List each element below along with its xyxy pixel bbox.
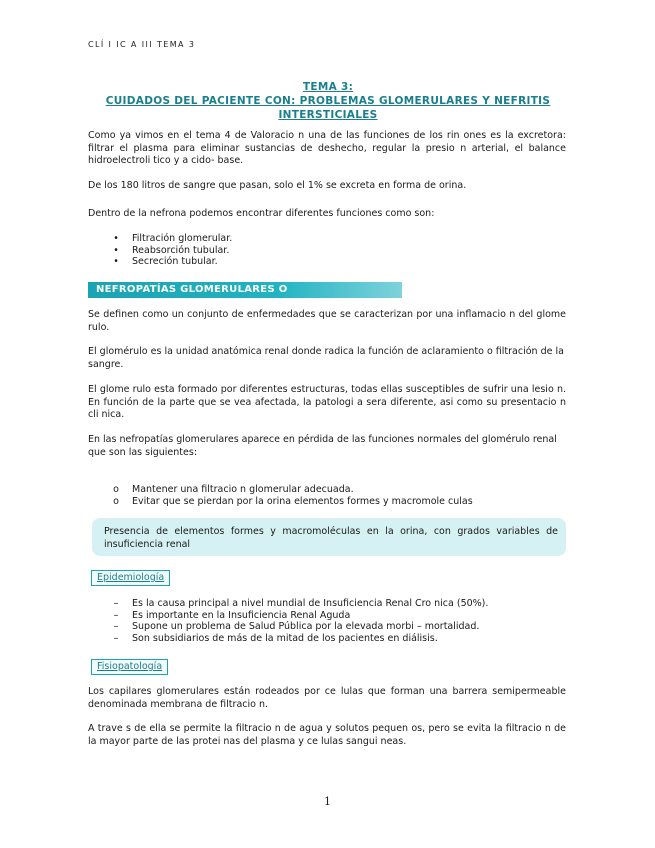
- dash-bullet-icon: –: [113, 609, 119, 621]
- bullet-icon: •: [113, 256, 119, 267]
- physiopathology-paragraph-2: A trave s de ella se permite la filtracio n de agua y solutos pequen os, pero se evita la filtracio n de la mayor parte de las protei nas del plasma y ce lulas sangui neas.: [88, 723, 566, 747]
- list-item: – Supone un problema de Salud Pública por la elevada morbi – mortalidad.: [88, 621, 558, 633]
- section-heading: NEFROPATÍAS GLOMERULARES O GLOMERULONEFRITIS: [88, 282, 402, 298]
- list-item: o Mantener una filtracio n glomerular adecuada.: [88, 484, 558, 496]
- kidney-functions-list: [88, 233, 558, 268]
- list-item: o Evitar que se pierdan por la orina elementos formes y macromole culas: [88, 496, 558, 508]
- list-item: • Reabsorción tubular.: [88, 245, 558, 257]
- epidemiology-subheading: Epidemiología: [91, 570, 170, 586]
- section-paragraph-1: Se definen como un conjunto de enfermedades que se caracterizan por una inflamacio n del glome rulo.: [88, 309, 566, 333]
- list-item: – Son subsidiarios de más de la mitad de los pacientes en diálisis.: [88, 633, 558, 645]
- intro-paragraph-3: Dentro de la nefrona podemos encontrar diferentes funciones como son:: [88, 208, 435, 219]
- physiopathology-paragraph-1: Los capilares glomerulares están rodeados por ce lulas que forman una barrera semipermeable denominada membrana de filtracio n.: [88, 686, 566, 710]
- title-line-1: TEMA 3:: [302, 81, 354, 93]
- list-item: • Secreción tubular.: [88, 256, 558, 268]
- list-item: – Es importante en la Insuficiencia Renal Aguda: [88, 610, 558, 622]
- circle-bullet-icon: o: [113, 484, 119, 495]
- running-header: CLÍ I IC A III TEMA 3: [88, 40, 196, 49]
- bullet-icon: •: [113, 244, 119, 256]
- list-item: – Es la causa principal a nivel mundial de Insuficiencia Renal Cro nica (50%).: [88, 598, 558, 610]
- circle-bullet-icon: o: [113, 495, 119, 507]
- highlight-callout-text: Presencia de elementos formes y macromoléculas en la orina, con grados variables de insuficiencia renal: [104, 526, 558, 550]
- epidemiology-list: [88, 598, 558, 644]
- dash-bullet-icon: –: [113, 598, 119, 609]
- title-line-2: CUIDADOS DEL PACIENTE CON: PROBLEMAS GLOMERULARES Y NEFRITIS: [105, 95, 551, 107]
- list-item: • Filtración glomerular.: [88, 233, 558, 245]
- dash-bullet-icon: –: [113, 632, 119, 644]
- bullet-icon: •: [113, 233, 119, 244]
- section-paragraph-4: En las nefropatías glomerulares aparece en pérdida de las funciones normales del glomérulo renal que son las siguientes:: [88, 434, 557, 458]
- lost-functions-list: [88, 484, 558, 507]
- physiopathology-subheading: Fisiopatología: [91, 659, 168, 675]
- section-paragraph-3: El glome rulo esta formado por diferentes estructuras, todas ellas susceptibles de sufrir una lesio n. En función de la parte que se vea afectada, la patologi a sera diferente, asi como su presentacio n cli nica.: [88, 384, 566, 420]
- section-paragraph-2: El glomérulo es la unidad anatómica renal donde radica la función de aclaramiento o filtración de la sangre.: [88, 346, 564, 370]
- title-line-3: INTERSTICIALES: [278, 109, 378, 121]
- intro-paragraph-1: Como ya vimos en el tema 4 de Valoracio n una de las funciones de los rin ones es la excretora: filtrar el plasma para eliminar sustancias de deshecho, regular la presio n arterial, el balance hidroelectroli tico y a cido- base.: [88, 130, 566, 166]
- page-number: 1: [324, 795, 331, 808]
- dash-bullet-icon: –: [113, 621, 119, 632]
- intro-paragraph-2: De los 180 litros de sangre que pasan, solo el 1% se excreta en forma de orina.: [88, 180, 467, 191]
- document-title: [88, 80, 568, 122]
